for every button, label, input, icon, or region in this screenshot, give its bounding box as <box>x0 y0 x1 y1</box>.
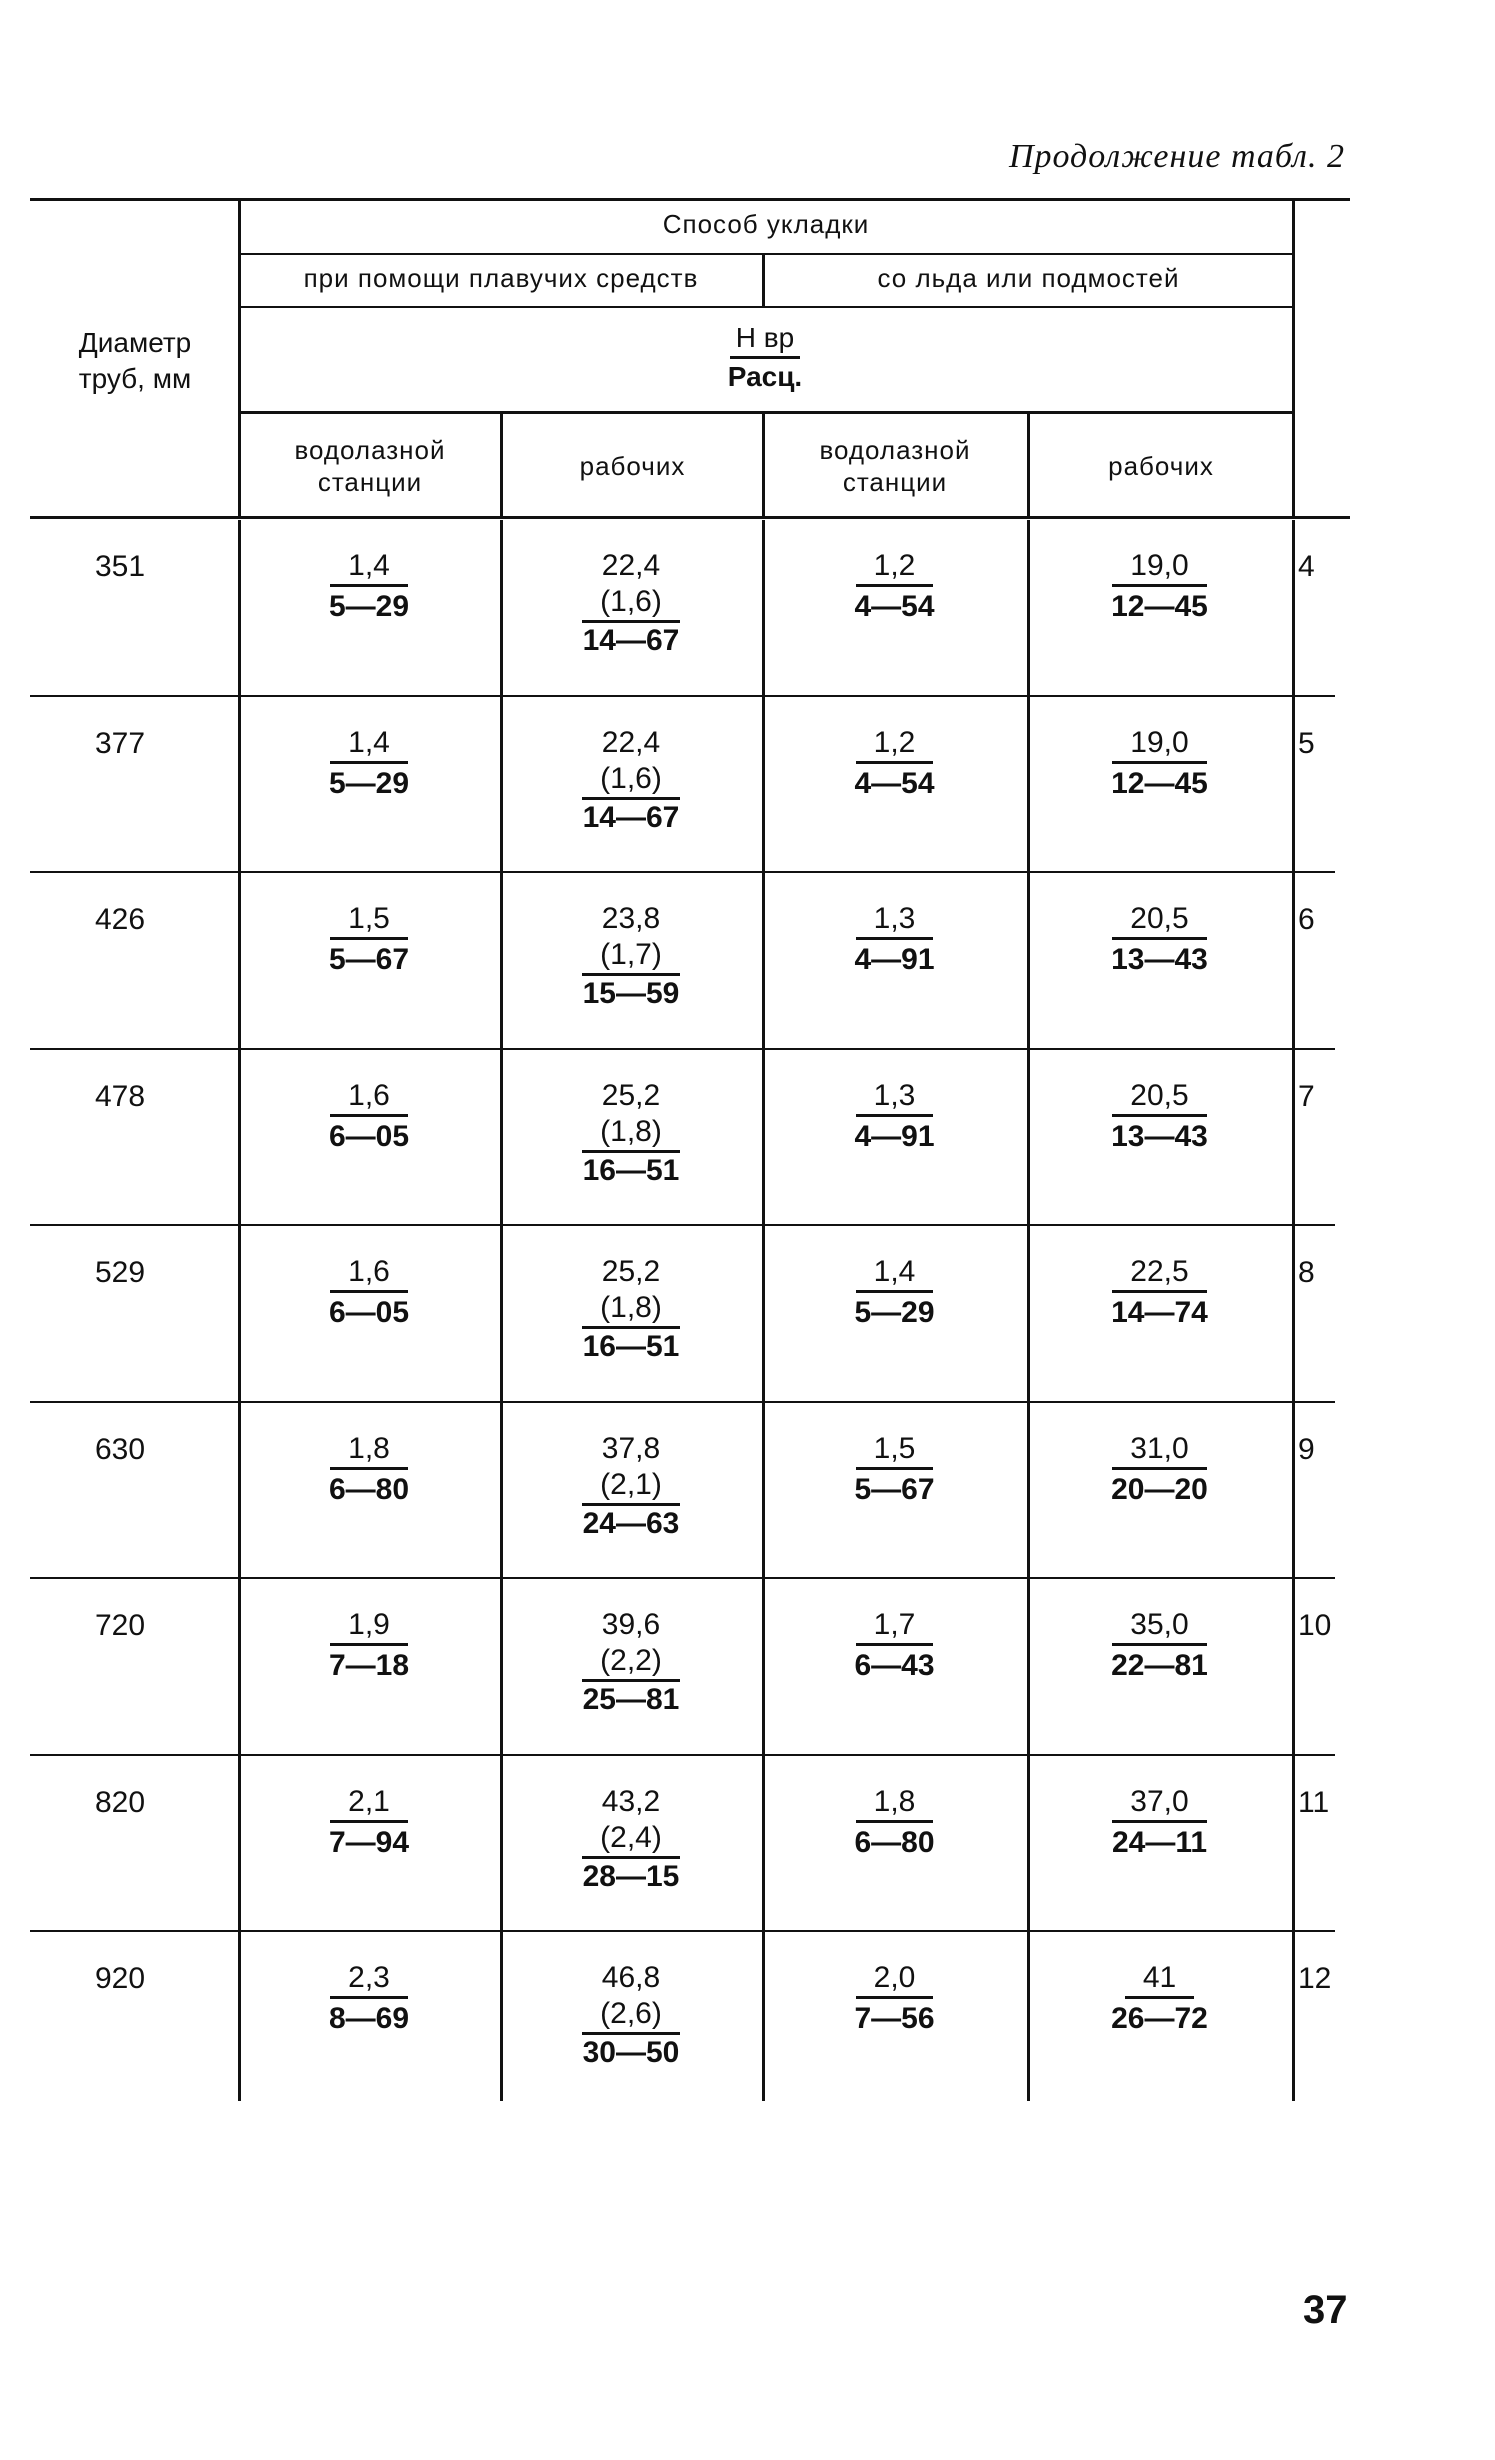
rate-value: 6—43 <box>854 1649 935 1682</box>
alt-norm-value: (1,6) <box>582 761 680 800</box>
fraction-cell <box>238 1254 500 1331</box>
row-diameter: 529 <box>94 1256 146 1289</box>
rate-value: 12—45 <box>1111 590 1208 623</box>
norm-value: 1,3 <box>856 1078 934 1117</box>
fraction-cell <box>238 1784 500 1861</box>
alt-norm-value: (1,6) <box>582 584 680 623</box>
fraction-cell <box>238 1607 500 1684</box>
fraction-cell <box>500 725 762 836</box>
norm-value: 23,8 <box>601 902 661 935</box>
norm-value: 39,6 <box>601 1608 661 1641</box>
row-vline <box>1292 873 1295 1050</box>
fraction-cell <box>238 548 500 625</box>
norm-value: 2,0 <box>856 1960 934 1999</box>
norm-value: 1,7 <box>856 1607 934 1646</box>
rate-value: 4—91 <box>854 943 935 976</box>
rate-value: 24—11 <box>1111 1825 1208 1859</box>
row-vline <box>1292 1579 1295 1756</box>
method-header: Способ укладки <box>662 209 870 239</box>
rate-value: 4—91 <box>854 1119 935 1153</box>
fraction-cell <box>1027 1607 1292 1684</box>
fraction-cell <box>500 1784 762 1895</box>
rate-value: 6—05 <box>328 1296 410 1329</box>
fraction-cell <box>1027 1254 1292 1331</box>
rule-top <box>30 198 1350 201</box>
rate-value: 13—43 <box>1111 1119 1208 1153</box>
rate-value: 20—20 <box>1111 1472 1208 1506</box>
rate-value: 14—67 <box>582 624 680 657</box>
rate-value: 5—29 <box>854 1296 935 1329</box>
norm-value: 35,0 <box>1112 1607 1206 1646</box>
fraction-cell <box>1027 725 1292 802</box>
rate-value: 5—29 <box>328 766 410 800</box>
rate-value: 16—51 <box>582 1330 680 1363</box>
row-separator <box>30 1577 1335 1579</box>
fraction-cell <box>762 1784 1027 1861</box>
norm-value: 31,0 <box>1112 1431 1206 1470</box>
row-diameter: 720 <box>94 1609 146 1642</box>
norm-value: 22,4 <box>601 549 661 582</box>
fraction-cell <box>1027 901 1292 978</box>
fraction-cell <box>1027 1078 1292 1155</box>
row-separator <box>30 1754 1335 1756</box>
norm-value: 20,5 <box>1112 901 1206 940</box>
row-number: 4 <box>1298 550 1315 583</box>
rate-value: 6—80 <box>328 1472 410 1506</box>
norm-denominator: Расц. <box>727 361 803 392</box>
fraction-cell <box>238 1078 500 1155</box>
fraction-cell <box>1027 1960 1292 2037</box>
fraction-cell <box>500 1607 762 1718</box>
norm-value: 41 <box>1125 1960 1194 1999</box>
fraction-cell <box>500 1960 762 2071</box>
alt-norm-value: (2,4) <box>582 1820 680 1859</box>
fraction-cell <box>238 1431 500 1508</box>
fraction-cell <box>762 1960 1027 2037</box>
col1-header: водолазной станции <box>294 435 446 497</box>
fraction-cell <box>762 725 1027 802</box>
alt-norm-value: (1,7) <box>582 937 680 976</box>
norm-value: 1,2 <box>856 548 934 587</box>
rate-value: 12—45 <box>1111 766 1208 800</box>
rule-header-2 <box>238 306 1294 308</box>
row-diameter: 377 <box>94 726 146 760</box>
norm-value: 19,0 <box>1112 548 1206 587</box>
alt-norm-value: (2,2) <box>582 1643 680 1682</box>
norm-value: 43,2 <box>601 1784 661 1818</box>
rate-value: 5—29 <box>328 590 410 623</box>
row-diameter: 351 <box>94 550 146 583</box>
fraction-cell <box>762 1078 1027 1155</box>
norm-value: 1,9 <box>330 1607 408 1646</box>
rate-value: 7—56 <box>854 2002 935 2035</box>
rate-value: 16—51 <box>582 1153 680 1187</box>
header-vline-e <box>762 412 765 518</box>
norm-value: 2,1 <box>330 1784 408 1823</box>
fraction-cell <box>500 1431 762 1542</box>
row-diameter: 820 <box>94 1785 146 1819</box>
fraction-cell <box>762 1431 1027 1508</box>
table-caption: Продолжение табл. 2 <box>1008 138 1345 175</box>
row-vline <box>1292 1226 1295 1403</box>
row-separator <box>30 871 1335 873</box>
rate-value: 13—43 <box>1111 943 1208 976</box>
row-vline <box>1292 520 1295 697</box>
rate-value: 6—80 <box>854 1825 935 1859</box>
norm-header <box>640 320 890 395</box>
row-vline <box>1292 1756 1295 1933</box>
fraction-cell <box>238 1960 500 2037</box>
norm-value: 37,8 <box>601 1431 661 1465</box>
row-number: 11 <box>1298 1785 1330 1819</box>
rate-value: 15—59 <box>582 977 680 1010</box>
norm-value: 46,8 <box>601 1961 661 1994</box>
rate-value: 4—54 <box>854 590 935 623</box>
rate-value: 14—67 <box>582 800 680 834</box>
alt-norm-value: (2,6) <box>582 1996 680 2035</box>
row-vline <box>1292 1403 1295 1580</box>
row-diameter: 426 <box>94 903 146 936</box>
row-number: 7 <box>1298 1079 1315 1113</box>
page-number: 37 <box>1303 2288 1348 2332</box>
rate-value: 4—54 <box>854 766 935 800</box>
row-diameter: 920 <box>94 1962 146 1995</box>
fraction-cell <box>500 1078 762 1189</box>
norm-value: 1,2 <box>856 725 934 764</box>
fraction-cell <box>762 1254 1027 1331</box>
rate-value: 25—81 <box>582 1683 680 1716</box>
rule-header-3 <box>238 411 1294 414</box>
rate-value: 5—67 <box>328 943 410 976</box>
fraction-cell <box>762 548 1027 625</box>
row-number: 5 <box>1298 726 1315 760</box>
norm-numerator: Н вр <box>730 320 800 359</box>
row-diameter: 478 <box>94 1079 146 1113</box>
col2-header: рабочих <box>579 451 686 481</box>
norm-value: 25,2 <box>601 1078 661 1112</box>
norm-value: 20,5 <box>1112 1078 1206 1117</box>
header-vline-a <box>238 200 241 518</box>
rule-header-bottom <box>30 516 1350 519</box>
rate-value: 30—50 <box>582 2036 680 2069</box>
col4-header: рабочих <box>1108 451 1214 481</box>
rate-value: 5—67 <box>854 1472 935 1506</box>
norm-value: 19,0 <box>1112 725 1206 764</box>
rate-value: 7—94 <box>328 1825 410 1859</box>
norm-value: 37,0 <box>1112 1784 1206 1823</box>
rate-value: 28—15 <box>582 1859 680 1893</box>
norm-value: 22,4 <box>601 725 661 759</box>
rate-value: 8—69 <box>328 2002 410 2035</box>
norm-value: 1,8 <box>856 1784 934 1823</box>
norm-value: 22,5 <box>1112 1254 1206 1293</box>
rate-value: 7—18 <box>328 1649 410 1682</box>
rate-value: 22—81 <box>1111 1649 1208 1682</box>
ice-header: со льда или подмостей <box>877 263 1180 293</box>
fraction-cell <box>762 901 1027 978</box>
alt-norm-value: (1,8) <box>582 1290 680 1329</box>
row-vline <box>1292 1932 1295 2101</box>
rate-value: 14—74 <box>1111 1296 1208 1329</box>
floating-header: при помощи плавучих средств <box>303 263 699 293</box>
fraction-cell <box>762 1607 1027 1684</box>
row-number: 8 <box>1298 1256 1315 1289</box>
header-vline-b <box>1292 200 1295 518</box>
row-number: 10 <box>1298 1609 1332 1642</box>
norm-value: 1,6 <box>330 1254 408 1293</box>
norm-value: 1,8 <box>330 1431 408 1470</box>
row-number: 12 <box>1298 1962 1332 1995</box>
norm-value: 1,4 <box>330 548 408 587</box>
row-diameter: 630 <box>94 1432 146 1466</box>
fraction-cell <box>1027 548 1292 625</box>
fraction-cell <box>500 901 762 1012</box>
norm-value: 1,5 <box>330 901 408 940</box>
norm-value: 25,2 <box>601 1255 661 1288</box>
fraction-cell <box>238 901 500 978</box>
rate-value: 6—05 <box>328 1119 410 1153</box>
rate-value: 24—63 <box>582 1506 680 1540</box>
col3-header: водолазной станции <box>819 435 971 497</box>
fraction-cell <box>238 725 500 802</box>
row-number: 9 <box>1298 1432 1315 1466</box>
row-separator <box>30 1401 1335 1403</box>
rule-header-1 <box>238 253 1294 255</box>
fraction-cell <box>500 1254 762 1365</box>
norm-value: 1,4 <box>330 725 408 764</box>
rate-value: 26—72 <box>1111 2002 1208 2035</box>
row-separator <box>30 1930 1335 1932</box>
norm-value: 1,3 <box>856 901 934 940</box>
diameter-header: Диаметр труб, мм <box>78 327 192 394</box>
norm-value: 1,5 <box>856 1431 934 1470</box>
norm-value: 1,6 <box>330 1078 408 1117</box>
alt-norm-value: (1,8) <box>582 1114 680 1153</box>
row-separator <box>30 695 1335 697</box>
fraction-cell <box>500 548 762 659</box>
row-number: 6 <box>1298 903 1315 936</box>
norm-value: 1,4 <box>856 1254 934 1293</box>
alt-norm-value: (2,1) <box>582 1467 680 1506</box>
fraction-cell <box>1027 1431 1292 1508</box>
fraction-cell <box>1027 1784 1292 1861</box>
row-separator <box>30 1224 1335 1226</box>
row-separator <box>30 1048 1335 1050</box>
row-vline <box>1292 1050 1295 1227</box>
row-vline <box>1292 697 1295 874</box>
norm-value: 2,3 <box>330 1960 408 1999</box>
